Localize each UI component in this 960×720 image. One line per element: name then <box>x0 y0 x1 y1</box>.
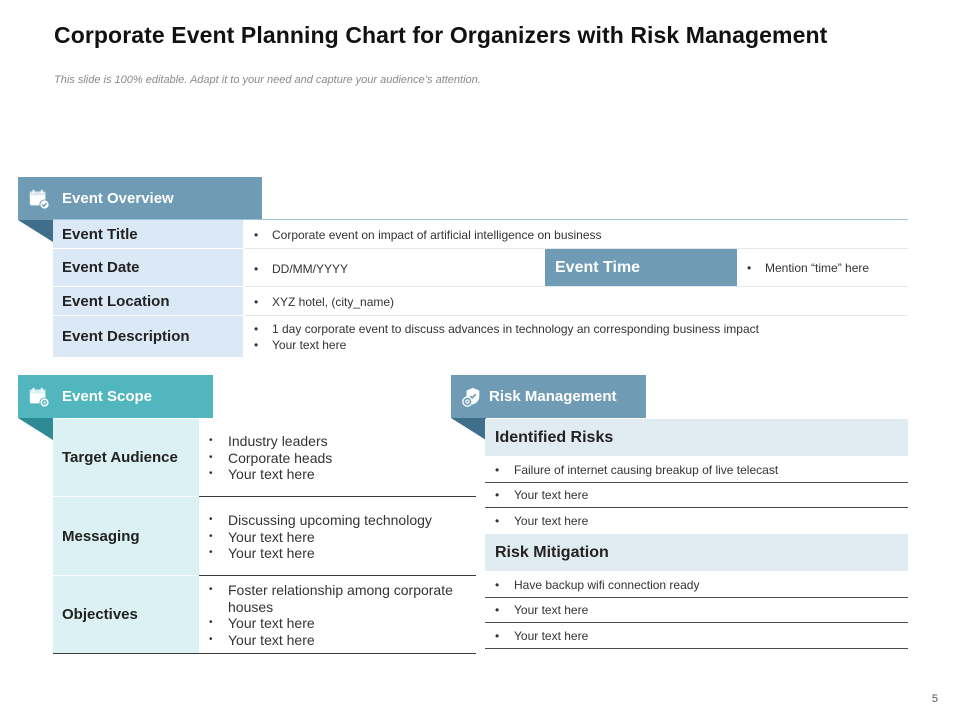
event-description-line: 1 day corporate event to discuss advances in technology an corresponding business impact <box>272 322 759 336</box>
overview-tab-fold <box>18 220 53 242</box>
calendar-gear-icon <box>28 386 50 408</box>
page-number: 5 <box>931 693 938 705</box>
risk-row-divider <box>485 648 908 649</box>
event-title-value: • Corporate event on impact of artificial intelligence on business <box>254 228 602 242</box>
risk-mitigation-heading: Risk Mitigation <box>485 534 908 571</box>
list-item: • Corporate heads <box>209 450 471 467</box>
event-date-label: Event Date <box>53 249 243 286</box>
overview-row-divider <box>244 286 908 287</box>
shield-gear-icon <box>461 386 483 408</box>
event-time-label: Event Time <box>545 249 737 286</box>
event-description-label: Event Description <box>53 316 243 357</box>
event-scope-title: Event Scope <box>62 388 153 405</box>
event-title-label: Event Title <box>53 220 243 248</box>
mitigation-text: Have backup wifi connection ready <box>514 578 700 592</box>
identified-risk-text: Your text here <box>514 488 589 502</box>
target-audience-list <box>209 433 471 483</box>
list-item: • Your text here <box>209 545 471 562</box>
identified-risk-text: Failure of internet causing breakup of live telecast <box>514 463 779 477</box>
event-overview-header <box>18 177 262 220</box>
overview-row-divider <box>244 315 908 316</box>
risk-row-divider <box>485 622 908 623</box>
scope-row-divider <box>199 496 476 497</box>
mitigation-item: • Your text here <box>495 629 589 643</box>
mitigation-item: • Your text here <box>495 603 589 617</box>
event-date-text: DD/MM/YYYY <box>272 262 349 276</box>
event-title-text: Corporate event on impact of artificial intelligence on business <box>272 228 602 242</box>
risk-row-divider <box>485 597 908 598</box>
event-date-value: • DD/MM/YYYY <box>254 262 349 276</box>
event-description-line: Your text here <box>272 338 347 352</box>
list-item: • Your text here <box>209 529 471 546</box>
scope-tab-fold <box>18 418 53 440</box>
risk-row-divider <box>485 482 908 483</box>
identified-risk-item: • Your text here <box>495 488 589 502</box>
slide-title: Corporate Event Planning Chart for Organizers with Risk Management <box>54 22 828 48</box>
identified-risk-text: Your text here <box>514 514 589 528</box>
event-time-text: Mention “time” here <box>765 261 870 275</box>
objectives-label: Objectives <box>53 576 199 653</box>
list-item: • Your text here <box>209 466 471 483</box>
list-item: • Discussing upcoming technology <box>209 512 471 529</box>
event-scope-header <box>18 375 213 418</box>
calendar-check-icon <box>28 188 50 210</box>
mitigation-item: • Have backup wifi connection ready <box>495 578 700 592</box>
identified-risk-item: • Your text here <box>495 514 589 528</box>
risk-management-title: Risk Management <box>489 388 617 405</box>
event-description-value: • 1 day corporate event to discuss advances in technology an corresponding business impact • Your text here <box>254 322 759 352</box>
slide-subtitle: This slide is 100% editable. Adapt it to your need and capture your audience’s attention. <box>54 74 481 86</box>
event-location-value: • XYZ hotel, (city_name) <box>254 295 395 309</box>
objectives-list <box>209 582 471 648</box>
mitigation-text: Your text here <box>514 629 589 643</box>
risk-row-divider <box>485 507 908 508</box>
risk-management-header <box>451 375 646 418</box>
risk-tab-fold <box>451 418 486 440</box>
target-audience-label: Target Audience <box>53 419 199 496</box>
scope-bottom-divider <box>53 653 476 654</box>
list-item: • Industry leaders <box>209 433 471 450</box>
event-time-value: • Mention “time” here <box>747 261 870 275</box>
identified-risks-heading: Identified Risks <box>485 419 908 456</box>
list-item: • Your text here <box>209 615 471 632</box>
identified-risk-item: • Failure of internet causing breakup of live telecast <box>495 463 779 477</box>
messaging-label: Messaging <box>53 497 199 575</box>
messaging-list <box>209 512 471 562</box>
scope-row-divider <box>199 575 476 576</box>
event-location-label: Event Location <box>53 287 243 315</box>
list-item: • Your text here <box>209 632 471 649</box>
mitigation-text: Your text here <box>514 603 589 617</box>
event-location-text: XYZ hotel, (city_name) <box>272 295 395 309</box>
list-item: • Foster relationship among corporate houses <box>209 582 471 615</box>
event-overview-title: Event Overview <box>62 190 174 207</box>
